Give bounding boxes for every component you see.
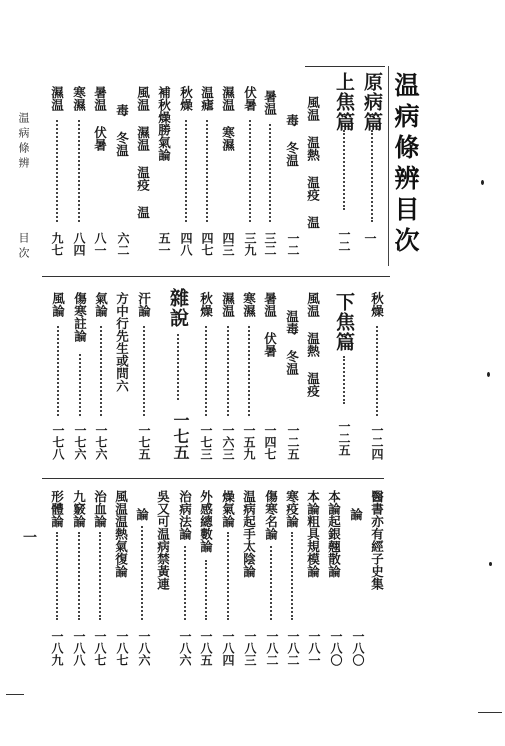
page-title: 温病條辨目次 (391, 72, 420, 258)
toc-entry: 寒疫論 (284, 490, 300, 528)
page-number: 六二 (116, 232, 130, 256)
margin-section: 目次 (17, 232, 30, 262)
leader-dots (79, 354, 81, 416)
toc-entry: 燥氣論 (220, 490, 236, 528)
page-number: 五一 (157, 232, 171, 256)
leader-dots (206, 120, 208, 222)
block-divider-1 (42, 276, 390, 277)
toc-entry: 濕温 (220, 292, 236, 317)
scan-speck (487, 372, 490, 377)
toc-entry: 原病篇 (361, 72, 383, 132)
toc-entry: 傷寒名論 (263, 490, 279, 540)
toc-entry: 秋燥 (369, 292, 385, 317)
page-number: 一八四 (221, 630, 235, 666)
toc-entry: 雜說 (167, 288, 189, 328)
toc-entry: 補秋燥勝氣論 (156, 86, 172, 161)
leader-dots (249, 120, 251, 222)
toc-entry: 汗論 (136, 292, 152, 317)
toc-entry: 温瘧 (199, 86, 215, 111)
page-number: 一七五 (171, 412, 190, 460)
toc-entry: 治病法論 (177, 490, 193, 540)
page-number: 一八七 (115, 630, 129, 666)
leader-dots (141, 526, 143, 620)
page-number: 四七 (200, 232, 214, 256)
page-number: 一六三 (221, 424, 235, 460)
page-number: 一 (363, 232, 377, 244)
page-number: 一五九 (242, 424, 256, 460)
leader-dots (185, 120, 187, 222)
scan-edge-mark (478, 712, 502, 713)
block-divider-2 (42, 478, 384, 479)
leader-dots (270, 546, 272, 620)
leader-dots (205, 326, 207, 416)
page-number: 一四七 (263, 424, 277, 460)
leader-dots (78, 532, 80, 620)
page-number: 一八一 (307, 630, 321, 666)
leader-dots (269, 124, 271, 222)
leader-dots (177, 334, 179, 400)
leader-dots (100, 326, 102, 416)
page-number: 一八二 (286, 630, 300, 666)
toc-entry: 風温 温熱 温疫 (305, 292, 321, 397)
toc-entry: 濕温 寒濕 (220, 86, 236, 151)
scan-speck (481, 180, 484, 185)
page-number: 一八八 (72, 630, 86, 666)
page-number: 一八六 (178, 630, 192, 666)
toc-entry: 寒濕 (71, 86, 87, 111)
page-number: 一七三 (199, 424, 213, 460)
toc-entry: 暑温 (262, 90, 278, 115)
leader-dots (57, 326, 59, 416)
page-number: 一二 (286, 232, 300, 256)
toc-entry: 醫書亦有經子史集 (369, 490, 385, 590)
leader-dots (291, 532, 293, 620)
toc-entry: 論 (134, 508, 150, 521)
toc-entry: 上焦篇 (333, 72, 355, 132)
toc-entry: 論 (348, 508, 364, 521)
scan-speck (489, 562, 492, 566)
page-number: 一二 (337, 228, 351, 252)
page-number: 三二 (263, 232, 277, 256)
toc-entry: 下焦篇 (333, 292, 355, 352)
leader-dots (343, 356, 345, 404)
toc-entry: 秋燥 (178, 86, 194, 111)
toc-entry: 秋燥 (198, 292, 214, 317)
toc-entry: 風温温熱氣復論 (113, 490, 129, 578)
leader-dots (99, 532, 101, 620)
page-number: 一七八 (51, 424, 65, 460)
leader-dots (376, 326, 378, 416)
toc-entry: 毒 冬温 (284, 114, 300, 167)
toc-entry: 風温 濕温 温疫 温 (135, 86, 151, 219)
page-number: 一七五 (137, 424, 151, 460)
toc-entry: 暑温 伏暑 (92, 86, 108, 151)
toc-entry: 温毒 冬温 (284, 310, 300, 375)
page-number: 一七六 (73, 424, 87, 460)
toc-entry: 治血論 (92, 490, 108, 528)
leader-dots (143, 326, 145, 416)
toc-entry: 方中行先生或問六 (114, 292, 130, 392)
leader-dots (371, 130, 373, 222)
top-rule (305, 66, 385, 67)
page-number: 一八九 (50, 630, 64, 666)
toc-entry: 伏暑 (242, 86, 258, 111)
toc-entry: 風論 (50, 292, 66, 317)
leader-dots (56, 120, 58, 222)
page-number: 一八五 (199, 630, 213, 666)
page-number: 四三 (221, 232, 235, 256)
leader-dots (78, 120, 80, 222)
page-number: 八四 (72, 232, 86, 256)
page-number: 一八六 (137, 630, 151, 666)
toc-entry: 暑温 伏暑 (262, 292, 278, 357)
page-number: 一八〇 (351, 630, 365, 666)
leader-dots (227, 532, 229, 620)
page-number: 一八三 (243, 630, 257, 666)
leader-dots (227, 326, 229, 416)
page-number: 一八二 (265, 630, 279, 666)
toc-entry: 寒濕 (241, 292, 257, 317)
page-number: 一七六 (94, 424, 108, 460)
page-number: 一二五 (286, 424, 300, 460)
toc-entry: 風温 温熱 温疫 温 (305, 96, 321, 229)
margin-book-title: 温病條辨 (17, 112, 30, 172)
toc-entry: 傷寒註論 (72, 292, 88, 342)
toc-entry: 毒 冬温 (114, 104, 130, 157)
toc-entry: 氣論 (93, 292, 109, 317)
leader-dots (56, 532, 58, 620)
toc-entry: 本論粗具規模論 (305, 490, 321, 578)
leader-dots (248, 326, 250, 416)
folio: 一 (21, 530, 37, 544)
toc-entry: 九竅論 (71, 490, 87, 528)
toc-entry: 吳又可温病禁黃連 (155, 490, 171, 590)
toc-entry: 本論起銀翹散論 (326, 490, 342, 578)
toc-entry: 濕温 (49, 86, 65, 111)
page-number: 一八〇 (329, 630, 343, 666)
page-number: 一八七 (93, 630, 107, 666)
scan-edge-mark (6, 694, 24, 695)
page-number: 一二四 (370, 424, 384, 460)
toc-entry: 外感總數論 (198, 490, 214, 553)
page-number: 四八 (179, 232, 193, 256)
toc-entry: 形體論 (49, 490, 65, 528)
page-number: 三九 (243, 232, 257, 256)
page-number: 八一 (93, 232, 107, 256)
page-number: 九七 (50, 232, 64, 256)
leader-dots (184, 546, 186, 620)
page-number: 一二五 (337, 420, 351, 456)
leader-dots (343, 130, 345, 210)
leader-dots (205, 560, 207, 620)
toc-entry: 温病起手太陰論 (241, 490, 257, 578)
title-separator (388, 66, 389, 266)
